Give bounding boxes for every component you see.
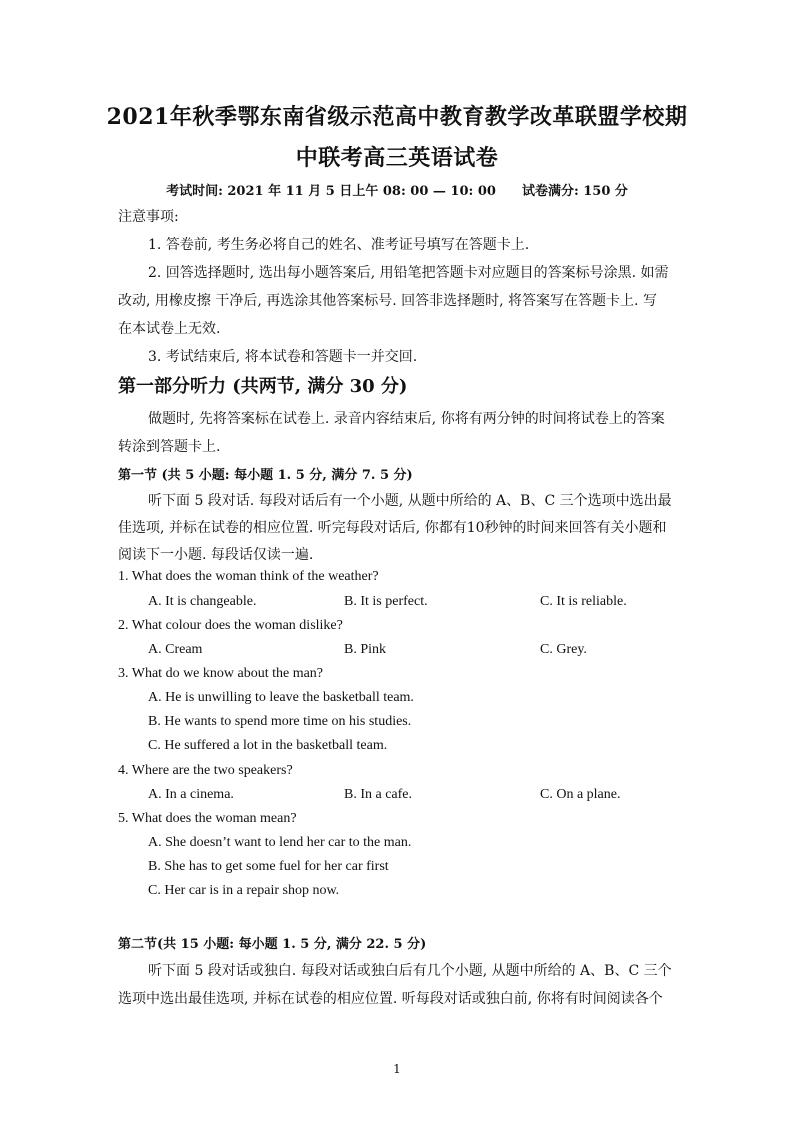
note-2-line-c: 在本试卷上无效. <box>118 321 221 337</box>
notes-heading: 注意事项: <box>118 209 179 225</box>
question-5-option-c: C. Her car is in a repair shop now. <box>148 883 340 898</box>
full-score: 试卷满分: 150 分 <box>521 184 628 199</box>
question-2-option-b: B. Pink <box>344 642 387 657</box>
section-2-intro-a: 听下面 5 段对话或独白. 每段对话或独白后有几个小题, 从题中所给的 A、B、C 三个 <box>148 963 672 979</box>
question-3-option-b: B. He wants to spend more time on his studies. <box>148 714 412 729</box>
question-5-option-a: A. She doesn’t want to lend her car to the man. <box>148 835 412 850</box>
exam-time: 考试时间: 2021 年 11 月 5 日上午 08: 00 — 10: 00 <box>166 184 496 199</box>
question-1-option-a: A. It is changeable. <box>148 594 257 609</box>
section-1-intro-c: 阅读下一小题. 每段话仅读一遍. <box>118 547 314 563</box>
title-line-2: 中联考高三英语试卷 <box>295 145 499 171</box>
page-number: 1 <box>393 1062 401 1076</box>
question-2-stem: 2. What colour does the woman dislike? <box>118 618 343 633</box>
question-4-option-b: B. In a cafe. <box>344 787 413 802</box>
section-1-intro-b: 佳选项, 并标在试卷的相应位置. 听完每段对话后, 你都有10秒钟的时间来回答有关小题和 <box>118 520 667 536</box>
question-2-option-a: A. Cream <box>148 642 203 657</box>
section-2-heading: 第二节(共 15 小题: 每小题 1. 5 分, 满分 22. 5 分) <box>118 937 427 952</box>
question-3-option-c: C. He suffered a lot in the basketball team. <box>148 738 388 753</box>
question-3-stem: 3. What do we know about the man? <box>118 666 324 681</box>
question-1-stem: 1. What does the woman think of the weather? <box>118 569 379 584</box>
title-line-1: 2021年秋季鄂东南省级示范高中教育教学改革联盟学校期 <box>106 104 688 130</box>
note-1: 1. 答卷前, 考生务必将自己的姓名、准考证号填写在答题卡上. <box>148 237 530 253</box>
question-4-option-c: C. On a plane. <box>540 787 621 802</box>
question-4-stem: 4. Where are the two speakers? <box>118 763 293 778</box>
note-2-line-a: 2. 回答选择题时, 选出每小题答案后, 用铅笔把答题卡对应题目的答案标号涂黑. 如需 <box>148 265 669 281</box>
question-5-option-b: B. She has to get some fuel for her car first <box>148 859 389 874</box>
part-1-intro-a: 做题时, 先将答案标在试卷上. 录音内容结束后, 你将有两分钟的时间将试卷上的答案 <box>148 411 665 427</box>
exam-info-line <box>0 180 794 199</box>
question-5-stem: 5. What does the woman mean? <box>118 811 297 826</box>
question-1-option-c: C. It is reliable. <box>540 594 627 609</box>
note-3: 3. 考试结束后, 将本试卷和答题卡一并交回. <box>148 349 418 365</box>
question-1-option-b: B. It is perfect. <box>344 594 428 609</box>
part-1-intro-b: 转涂到答题卡上. <box>118 439 221 455</box>
question-3-option-a: A. He is unwilling to leave the basketball team. <box>148 690 414 705</box>
part-1-heading: 第一部分听力 (共两节, 满分 30 分) <box>118 376 408 397</box>
note-2-line-b: 改动, 用橡皮擦 干净后, 再选涂其他答案标号. 回答非选择题时, 将答案写在答题卡上. 写 <box>118 293 657 309</box>
section-2-intro-b: 选项中选出最佳选项, 并标在试卷的相应位置. 听每段对话或独白前, 你将有时间阅读各个 <box>118 991 663 1007</box>
section-1-heading: 第一节 (共 5 小题: 每小题 1. 5 分, 满分 7. 5 分) <box>118 468 413 483</box>
section-1-intro-a: 听下面 5 段对话. 每段对话后有一个小题, 从题中所给的 A、B、C 三个选项中选出最 <box>148 493 672 509</box>
question-2-option-c: C. Grey. <box>540 642 587 657</box>
question-4-option-a: A. In a cinema. <box>148 787 234 802</box>
